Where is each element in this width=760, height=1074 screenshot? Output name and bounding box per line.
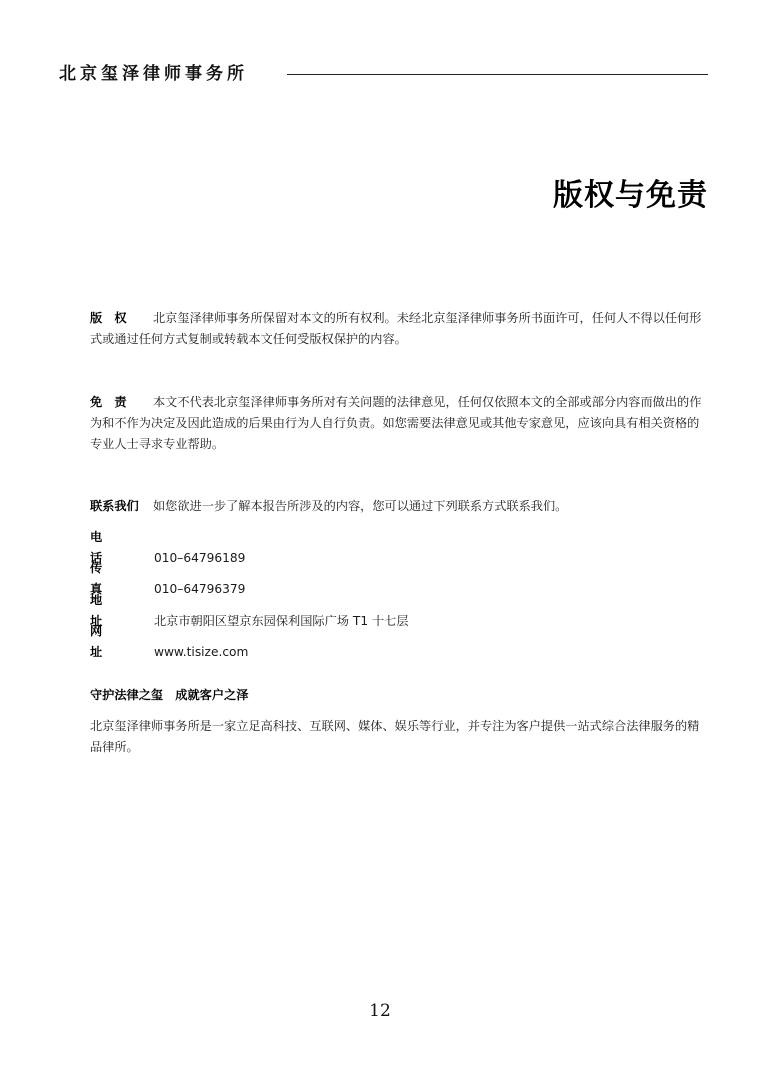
disclaimer-section bbox=[90, 392, 709, 455]
website-link[interactable]: www.tisize.com bbox=[154, 645, 249, 659]
address-value: 北京市朝阳区望京东园保利国际广场 T1 十七层 bbox=[154, 614, 409, 628]
copyright-section bbox=[90, 308, 709, 350]
address-label: 地 址 bbox=[90, 593, 165, 628]
slogan: 守护法律之玺 成就客户之泽 bbox=[90, 688, 249, 702]
phone-value: 010–64796189 bbox=[154, 551, 246, 565]
disclaimer-label: 免 责 bbox=[90, 395, 127, 409]
page-title: 版权与免责 bbox=[553, 178, 708, 213]
header-firm-name: 北京玺泽律师事务所 bbox=[59, 64, 248, 84]
copyright-label: 版 权 bbox=[90, 311, 127, 325]
phone-label: 电 话 bbox=[90, 530, 165, 565]
fax-value: 010–64796379 bbox=[154, 582, 246, 596]
contact-text: 如您欲进一步了解本报告所涉及的内容，您可以通过下列联系方式联系我们。 bbox=[153, 499, 568, 513]
header-divider bbox=[287, 74, 708, 75]
disclaimer-text: 本文不代表北京玺泽律师事务所对有关问题的法律意见，任何仅依照本文的全部或部分内容而做出的作为和不作为决定及因此造成的后果由行为人自行负责。如您需要法律意见或其他专家意见，应该向具有相关资格的专业人士寻求专业帮助。 bbox=[90, 395, 702, 451]
website-label: 网 址 bbox=[90, 624, 165, 659]
contact-website-row bbox=[90, 621, 248, 663]
page-number: 12 bbox=[369, 1001, 391, 1021]
copyright-text: 北京玺泽律师事务所保留对本文的所有权利。未经北京玺泽律师事务所书面许可，任何人不得以任何形式或通过任何方式复制或转载本文任何受版权保护的内容。 bbox=[90, 311, 702, 346]
contact-section bbox=[90, 496, 709, 517]
fax-label: 传 真 bbox=[90, 561, 165, 596]
contact-label: 联系我们 bbox=[90, 499, 139, 513]
firm-intro: 北京玺泽律师事务所是一家立足高科技、互联网、媒体、娱乐等行业，并专注为客户提供一站式综合法律服务的精品律所。 bbox=[90, 719, 700, 754]
